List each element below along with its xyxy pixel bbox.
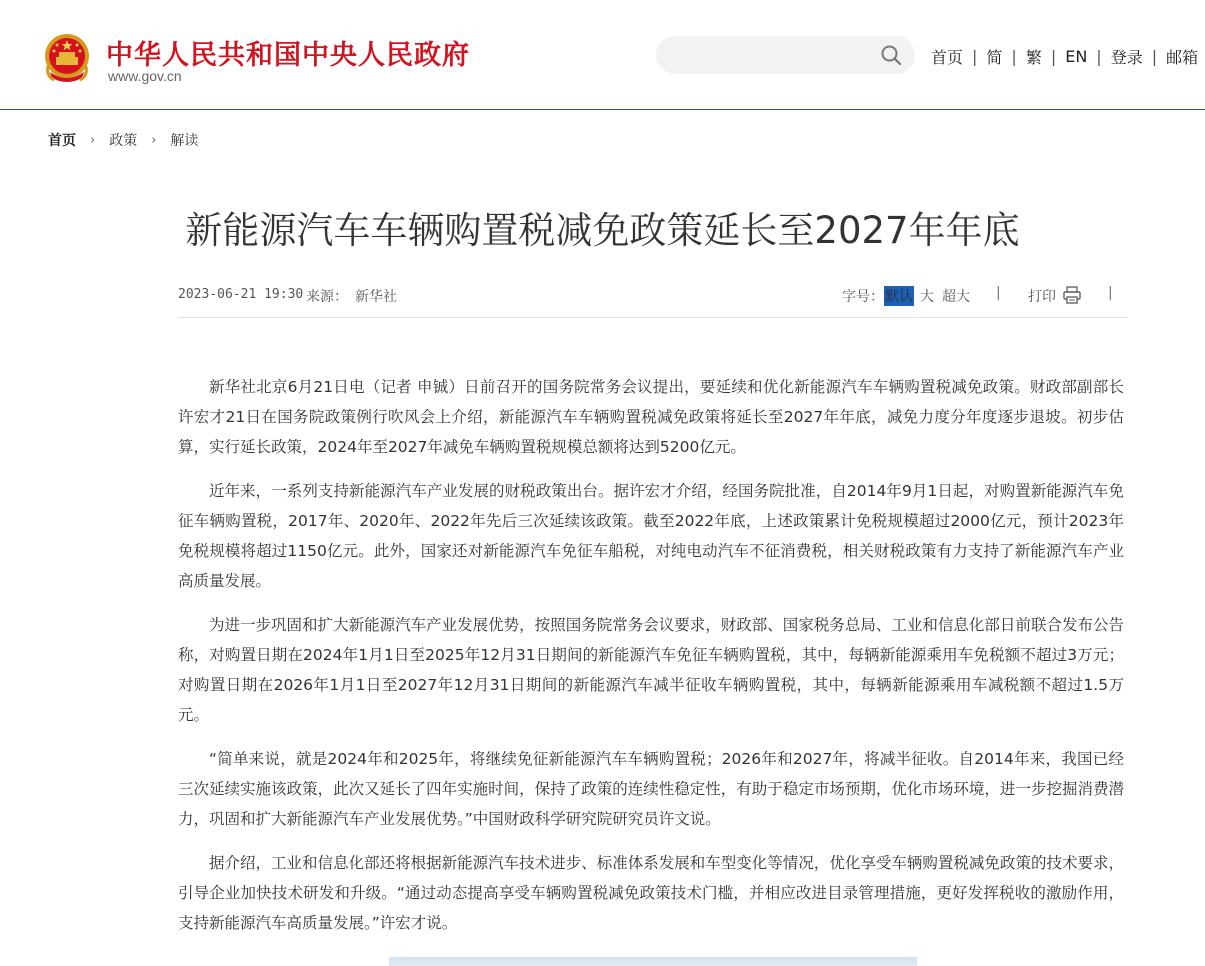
top-nav — [931, 45, 1198, 68]
breadcrumb-interpretation[interactable]: 解读 — [170, 133, 199, 149]
site-url[interactable]: www.gov.cn — [108, 68, 182, 84]
breadcrumb — [48, 130, 198, 150]
source-name: 新华社 — [355, 289, 397, 305]
font-size-label: 字号： — [842, 289, 884, 305]
search-box — [656, 36, 915, 74]
printer-icon[interactable] — [1062, 285, 1082, 305]
nav-login[interactable]: 登录 — [1110, 48, 1143, 67]
search-input[interactable] — [674, 45, 874, 65]
nav-simplified[interactable]: 简 — [986, 48, 1003, 67]
nav-separator: | — [1151, 47, 1158, 66]
font-size-large-button[interactable]: 大 — [920, 289, 934, 305]
source-label: 来源： — [306, 289, 348, 305]
meta-separator: | — [1108, 285, 1113, 301]
font-size-xlarge-button[interactable]: 超大 — [942, 289, 970, 305]
article-image — [389, 957, 917, 966]
publish-date: 2023-06-21 19:30 — [178, 287, 304, 302]
article-paragraph: “简单来说，就是2024年和2025年，将继续免征新能源汽车车辆购置税；2026年和2027年，将减半征收。自2014年来，我国已经三次延续实施该政策，此次又延长了四年实施时间，保持了政策的连续性稳定性，有助于稳定市场预期，优化市场环境，进一步挖掘消费潜力，巩固和扩大新能源汽车产业发展优势。”中国财政科学研究院研究员许文说。 — [178, 750, 1124, 828]
article-paragraph: 为进一步巩固和扩大新能源汽车产业发展优势，按照国务院常务会议要求，财政部、国家税务总局、工业和信息化部日前联合发布公告称，对购置日期在2024年1月1日至2025年12月31日期间的新能源汽车免征车辆购置税，其中，每辆新能源乘用车免税额不超过3万元；对购置日期在2026年1月1日至2027年12月31日期间的新能源汽车减半征收车辆购置税，其中，每辆新能源乘用车减税额不超过1.5万元。 — [178, 616, 1124, 724]
article-paragraph: 据介绍，工业和信息化部还将根据新能源汽车技术进步、标准体系发展和车型变化等情况，优化享受车辆购置税减免政策的技术要求，引导企业加快技术研发和升级。“通过动态提高享受车辆购置税减免政策技术门槛，并相应改进目录管理措施，更好发挥税收的激励作用，支持新能源汽车高质量发展。”许宏才说。 — [178, 854, 1124, 932]
chevron-right-icon: › — [151, 132, 157, 148]
chevron-right-icon: › — [90, 132, 96, 148]
article-meta — [178, 284, 1128, 318]
site-header — [0, 0, 1205, 110]
nav-separator: | — [1011, 47, 1017, 66]
nav-mail[interactable]: 邮箱 — [1166, 48, 1199, 67]
article-paragraph: 新华社北京6月21日电（记者 申铖）日前召开的国务院常务会议提出，要延续和优化新能源汽车车辆购置税减免政策。财政部副部长许宏才21日在国务院政策例行吹风会上介绍，新能源汽车车辆购置税减免政策将延长至2027年年底，减免力度分年度逐步退坡。初步估算，实行延长政策，2024年至2027年减免车辆购置税规模总额将达到5200亿元。 — [178, 378, 1124, 456]
nav-separator: | — [1050, 47, 1057, 66]
breadcrumb-home[interactable]: 首页 — [48, 133, 76, 149]
nav-traditional[interactable]: 繁 — [1025, 48, 1042, 67]
article-paragraph: 近年来，一系列支持新能源汽车产业发展的财税政策出台。据许宏才介绍，经国务院批准，自2014年9月1日起，对购置新能源汽车免征车辆购置税，2017年、2020年、2022年先后三次延续该政策。截至2022年底，上述政策累计免税规模超过2000亿元，预计2023年免税规模将超过1150亿元。此外，国家还对新能源汽车免征车船税，对纯电动汽车不征消费税，相关财税政策有力支持了新能源汽车产业高质量发展。 — [178, 482, 1124, 590]
nav-separator: | — [972, 47, 978, 66]
nav-home[interactable]: 首页 — [931, 48, 964, 67]
font-size-default-button[interactable]: 默认 — [884, 286, 914, 306]
national-emblem-icon[interactable] — [42, 32, 92, 84]
article-title: 新能源汽车车辆购置税减免政策延长至2027年年底 — [185, 209, 1020, 252]
site-title[interactable]: 中华人民共和国中央人民政府 — [106, 40, 470, 71]
article-body — [178, 372, 1124, 952]
print-button[interactable]: 打印 — [1028, 289, 1056, 305]
meta-separator: | — [996, 285, 1001, 301]
nav-separator: | — [1096, 47, 1102, 66]
breadcrumb-policy[interactable]: 政策 — [109, 133, 138, 149]
search-icon[interactable] — [880, 44, 902, 66]
nav-english[interactable]: EN — [1065, 47, 1088, 66]
